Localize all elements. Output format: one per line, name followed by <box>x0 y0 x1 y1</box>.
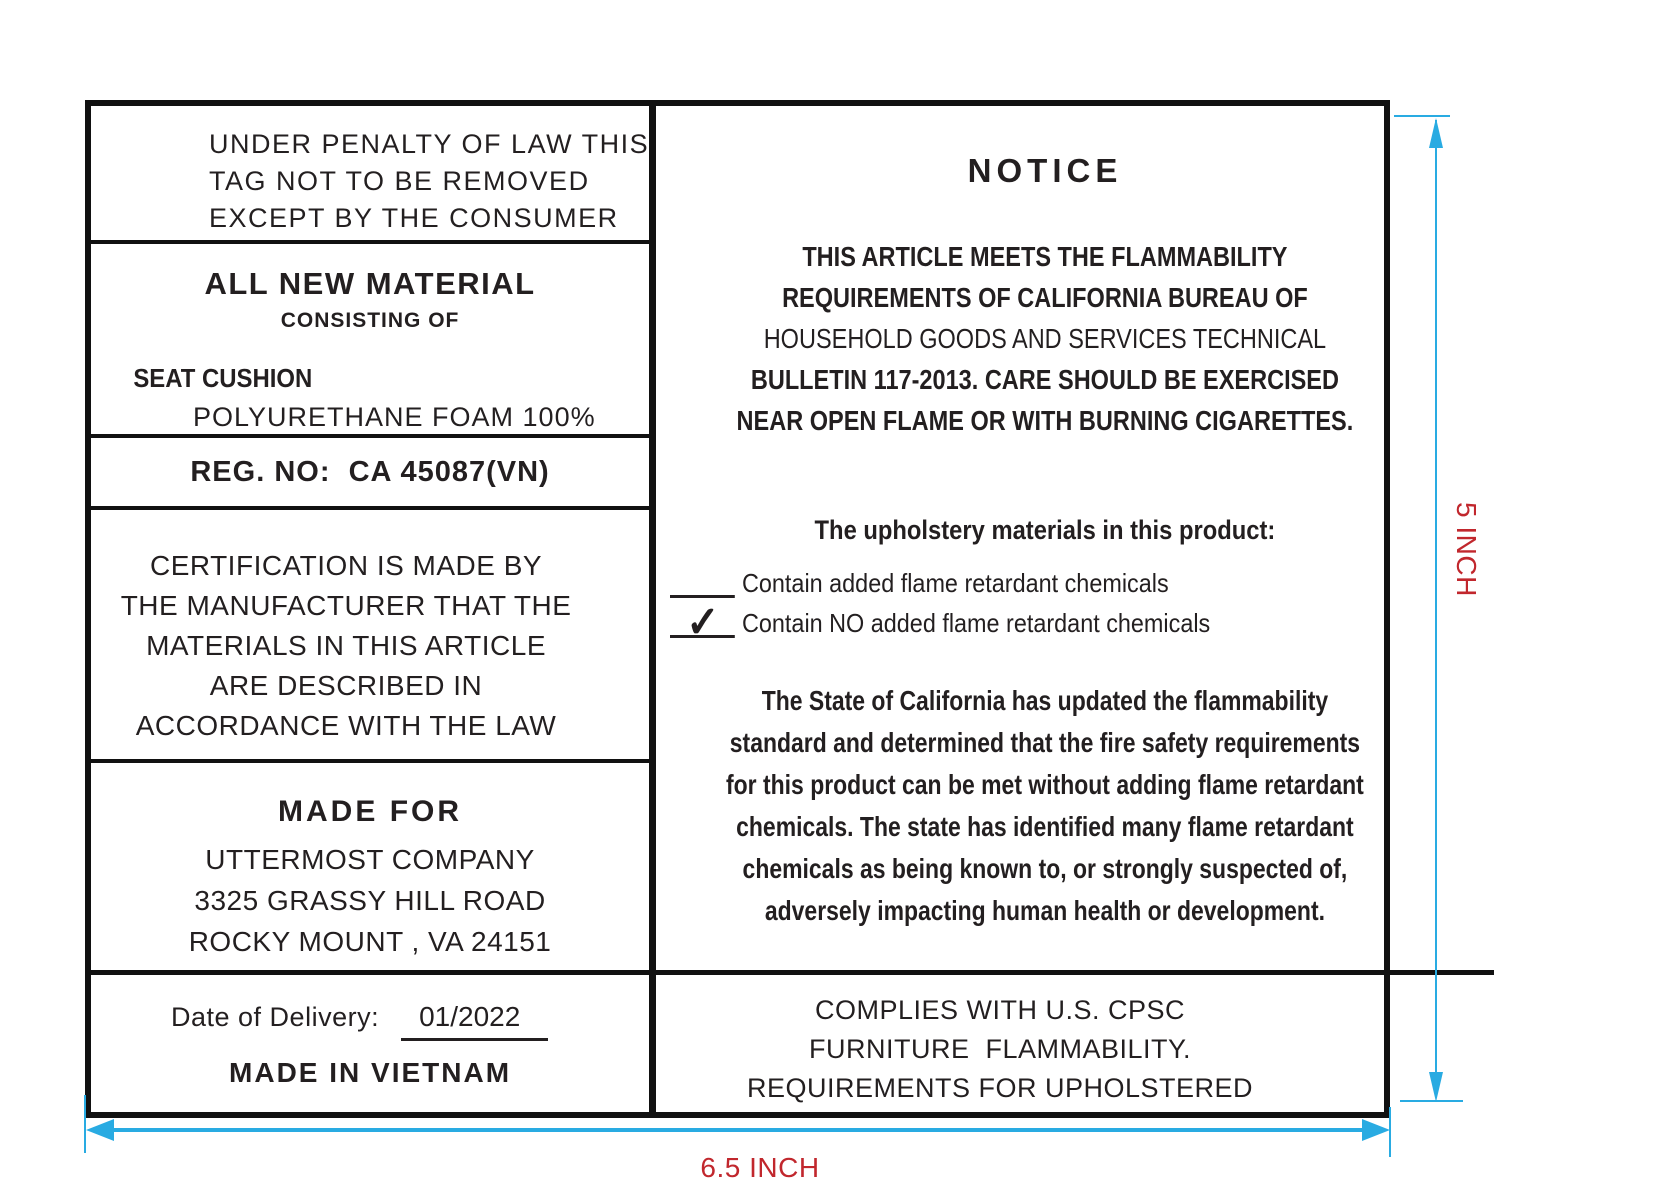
reg-no-section <box>91 438 649 510</box>
state-line: for this product can be met without adding flame retardant <box>726 769 1364 800</box>
made-for-title: MADE FOR <box>278 795 463 828</box>
certification-line: CERTIFICATION IS MADE BY <box>149 550 543 581</box>
penalty-line: EXCEPT BY THE CONSUMER <box>209 203 619 233</box>
penalty-line: TAG NOT TO BE REMOVED <box>209 166 590 196</box>
width-dimension-label: 6.5 INCH <box>700 1152 820 1183</box>
notice-line: HOUSEHOLD GOODS AND SERVICES TECHNICAL <box>763 323 1327 354</box>
vertical-dimension-line <box>1435 120 1437 1082</box>
certification-line: ARE DESCRIBED IN <box>209 670 483 701</box>
height-dimension-label: 5 INCH <box>1451 502 1482 597</box>
delivery-row <box>91 1001 649 1041</box>
material-item: SEAT CUSHION <box>133 363 313 393</box>
material-title: ALL NEW MATERIAL <box>204 266 536 301</box>
compliance-line: REQUIREMENTS FOR UPHOLSTERED <box>746 1073 1254 1103</box>
delivery-date-value: 01/2022 <box>401 1001 548 1041</box>
cpsc-compliance-section <box>656 970 1494 1112</box>
state-line: chemicals as being known to, or strongly suspected of, <box>742 853 1348 884</box>
certification-line: MATERIALS IN THIS ARTICLE <box>146 630 546 661</box>
made-for-section <box>91 763 649 975</box>
state-line: The State of California has updated the flammability <box>761 685 1329 716</box>
compliance-line: FURNITURE FLAMMABILITY. <box>808 1034 1192 1064</box>
option-label: Contain added flame retardant chemicals <box>742 568 1169 598</box>
material-subtitle: CONSISTING OF <box>280 309 460 332</box>
notice-line: REQUIREMENTS OF CALIFORNIA BUREAU OF <box>782 282 1308 313</box>
country-of-origin: MADE IN VIETNAM <box>229 1057 512 1088</box>
penalty-section <box>91 106 649 244</box>
check-icon: ✓ <box>686 598 720 647</box>
certification-line: ACCORDANCE WITH THE LAW <box>135 710 557 741</box>
option-contains-chemicals <box>670 558 1357 598</box>
compliance-line: COMPLIES WITH U.S. CPSC <box>814 995 1186 1025</box>
certification-line: THE MANUFACTURER THAT THE <box>120 590 572 621</box>
state-of-california-statement <box>656 680 1434 932</box>
dimension-arrow-right-icon <box>1362 1119 1390 1141</box>
material-composition: POLYURETHANE FOAM 100% <box>193 402 596 432</box>
notice-line: BULLETIN 117-2013. CARE SHOULD BE EXERCISED <box>750 364 1340 395</box>
notice-line: THIS ARTICLE MEETS THE FLAMMABILITY <box>802 241 1288 272</box>
label-left-column <box>91 106 656 1112</box>
dimension-tick <box>1400 1100 1463 1102</box>
flame-retardant-options <box>670 558 1434 647</box>
company-city: ROCKY MOUNT , VA 24151 <box>188 926 552 957</box>
notice-title: NOTICE <box>967 152 1123 189</box>
flammability-statement <box>656 236 1434 441</box>
state-line: standard and determined that the fire safety requirements <box>729 727 1361 758</box>
horizontal-dimension-line <box>99 1128 1377 1132</box>
blank-line <box>670 558 735 598</box>
penalty-line: UNDER PENALTY OF LAW THIS <box>209 129 650 159</box>
certification-section <box>91 510 649 763</box>
option-label: Contain NO added flame retardant chemicals <box>742 608 1211 638</box>
state-line: adversely impacting human health or development. <box>764 895 1326 926</box>
option-no-chemicals <box>670 598 1357 647</box>
law-label <box>85 100 1390 1118</box>
delivery-section <box>91 975 649 1112</box>
company-street: 3325 GRASSY HILL ROAD <box>194 885 546 916</box>
reg-no: REG. NO: CA 45087(VN) <box>190 455 550 488</box>
notice-line: NEAR OPEN FLAME OR WITH BURNING CIGARETTES. <box>736 405 1354 436</box>
delivery-label: Date of Delivery: <box>171 1002 380 1032</box>
upholstery-heading: The upholstery materials in this product: <box>814 515 1276 545</box>
dimension-arrow-down-icon <box>1429 1072 1443 1102</box>
label-right-column <box>656 106 1494 1112</box>
material-section <box>91 244 649 438</box>
dimension-tick <box>1389 1107 1391 1157</box>
checked-line <box>670 598 735 647</box>
dimension-tick <box>1394 115 1450 117</box>
company-name: UTTERMOST COMPANY <box>205 844 535 875</box>
state-line: chemicals. The state has identified many flame retardant <box>736 811 1354 842</box>
notice-section <box>656 106 1494 970</box>
